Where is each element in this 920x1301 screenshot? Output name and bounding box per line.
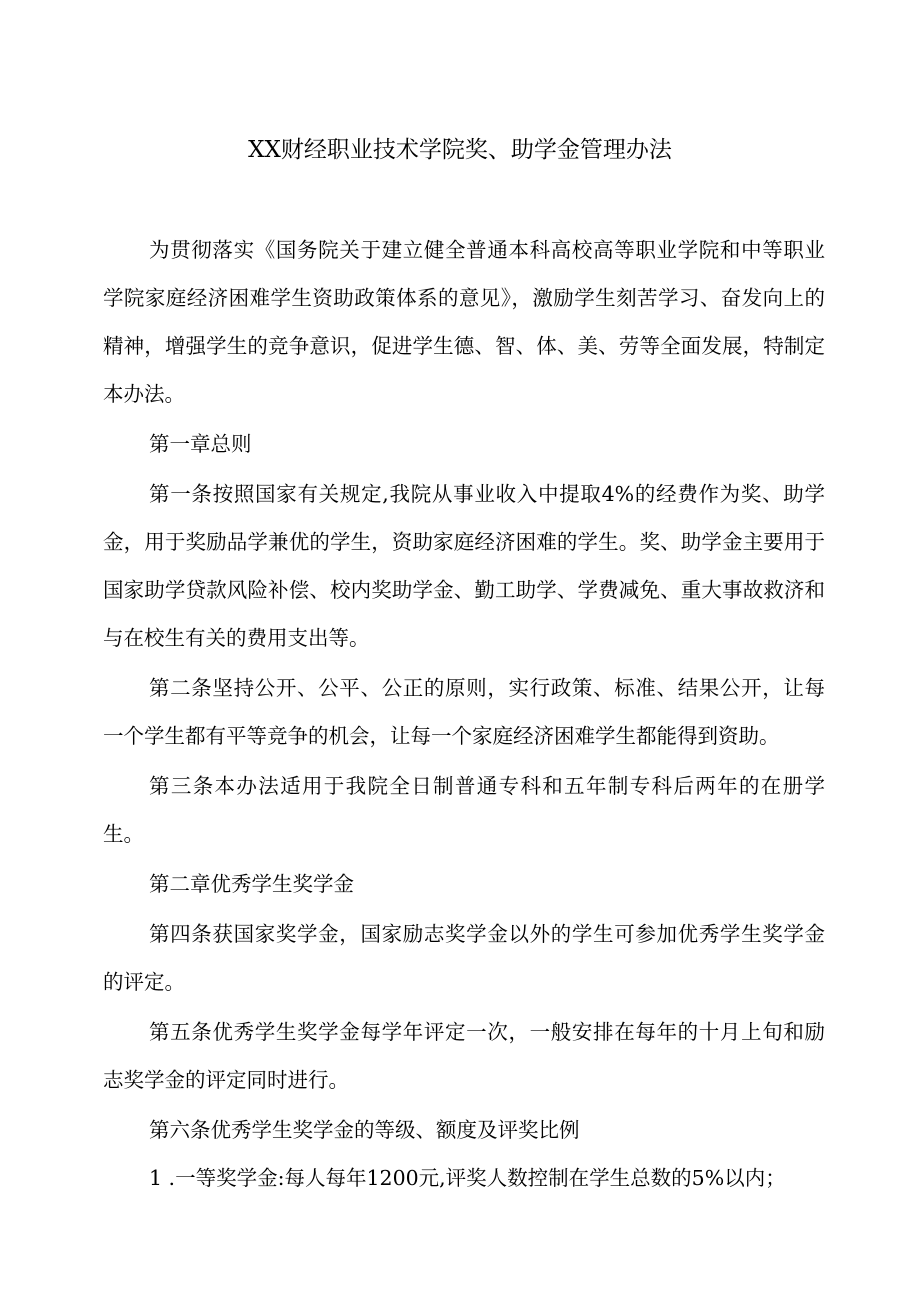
article-6-paragraph: 第六条优秀学生奖学金的等级、额度及评奖比例 xyxy=(149,1118,580,1142)
article-2-paragraph: 第二条坚持公开、公平、公正的原则，实行政策、标准、结果公开，让每一个学生都有平等竞争的机会，让每一个家庭经济困难学生都能得到资助。 xyxy=(103,676,825,748)
document-body xyxy=(103,226,825,1202)
intro-paragraph: 为贯彻落实《国务院关于建立健全普通本科高校高等职业学院和中等职业学院家庭经济困难学生资助政策体系的意见》，激励学生刻苦学习、奋发向上的精神，增强学生的竞争意识，促进学生德、智、体、美、劳等全面发展，特制定本办法。 xyxy=(103,238,825,406)
document-title: XX财经职业技术学院奖、助学金管理办法 xyxy=(248,137,672,163)
chapter-1-heading: 第一章总则 xyxy=(149,432,252,456)
article-4-paragraph: 第四条获国家奖学金，国家励志奖学金以外的学生可参加优秀学生奖学金的评定。 xyxy=(103,922,825,994)
article-1-paragraph: 第一条按照国家有关规定,我院从事业收入中提取4%的经费作为奖、助学金，用于奖励品学兼优的学生，资助家庭经济困难的学生。奖、助学金主要用于国家助学贷款风险补偿、校内奖助学金、勤工助学、学费减免、重大事故救济和与在校生有关的费用支出等。 xyxy=(103,482,825,650)
article-3-paragraph: 第三条本办法适用于我院全日制普通专科和五年制专科后两年的在册学生。 xyxy=(103,774,825,846)
article-5-paragraph: 第五条优秀学生奖学金每学年评定一次，一般安排在每年的十月上旬和励志奖学金的评定同时进行。 xyxy=(103,1020,825,1092)
list-item-first-prize: 1 .一等奖学金:每人每年1200元,评奖人数控制在学生总数的5%以内； xyxy=(149,1166,786,1190)
chapter-2-heading: 第二章优秀学生奖学金 xyxy=(149,872,354,896)
